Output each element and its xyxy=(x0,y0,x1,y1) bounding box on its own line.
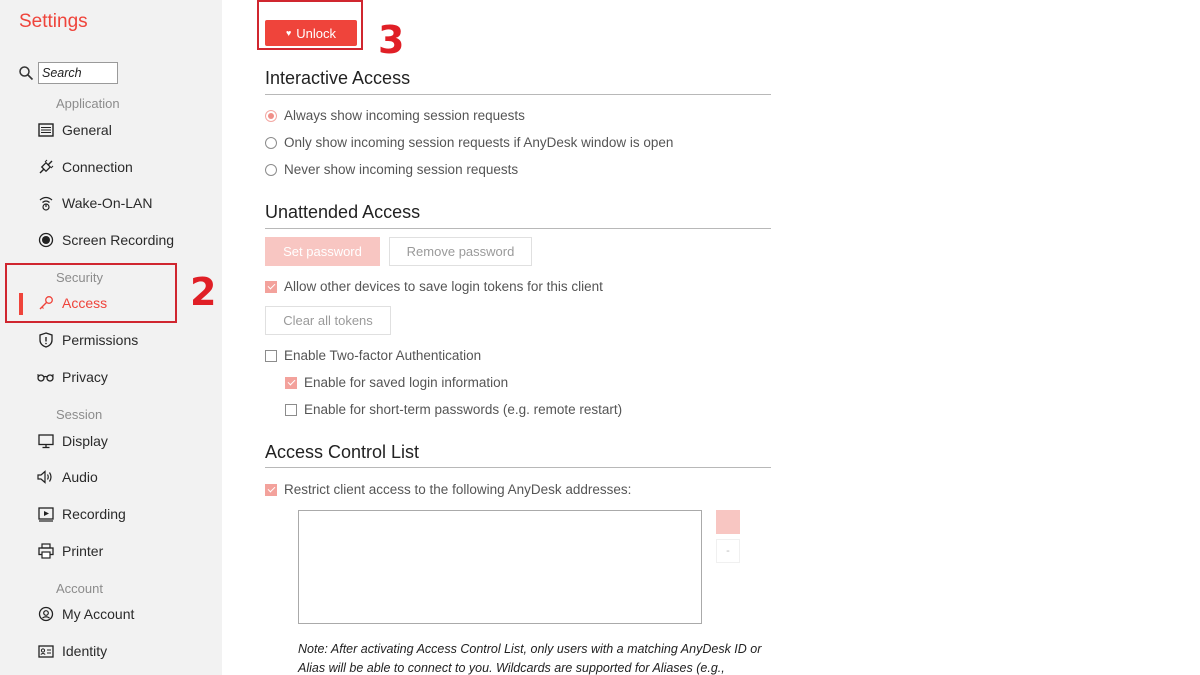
sidebar-item-privacy[interactable] xyxy=(0,362,222,392)
checkbox[interactable] xyxy=(285,404,297,416)
remove-password-button[interactable]: Remove password xyxy=(389,237,532,266)
sidebar-item-label: Access xyxy=(62,295,108,311)
search-icon xyxy=(18,65,34,81)
sidebar-item-wake-on-lan[interactable] xyxy=(0,188,222,218)
allow-tokens-checkbox-row[interactable] xyxy=(265,279,603,294)
settings-sidebar xyxy=(0,0,222,675)
acl-remove-button[interactable]: - xyxy=(716,539,740,563)
sidebar-item-identity[interactable] xyxy=(0,636,222,666)
unlock-label: Unlock xyxy=(296,25,337,41)
unattended-access-heading: Unattended Access xyxy=(265,202,421,222)
acl-add-button[interactable] xyxy=(716,510,740,534)
sidebar-item-permissions[interactable] xyxy=(0,325,222,355)
radio-label: Only show incoming session requests if AnyDesk window is open xyxy=(284,135,674,150)
radio-always-show[interactable] xyxy=(265,108,525,123)
checkbox-label: Allow other devices to save login tokens for this client xyxy=(284,279,603,294)
app-title: Settings xyxy=(19,11,88,32)
id-card-icon xyxy=(37,643,54,660)
sidebar-item-printer[interactable] xyxy=(0,536,222,566)
sidebar-item-label: General xyxy=(62,122,112,138)
sidebar-item-label: Permissions xyxy=(62,332,139,348)
annotation-step-3: 3 xyxy=(378,18,405,62)
checkbox-label: Enable for short-term passwords (e.g. remote restart) xyxy=(304,402,623,417)
radio-button[interactable] xyxy=(265,164,277,176)
checkbox-label: Enable for saved login information xyxy=(304,375,509,390)
checkbox-label: Restrict client access to the following AnyDesk addresses: xyxy=(284,482,632,497)
plug-icon xyxy=(37,159,54,176)
checkbox[interactable] xyxy=(265,484,277,496)
sidebar-item-connection[interactable] xyxy=(0,152,222,182)
radio-never-show[interactable] xyxy=(265,162,518,177)
search-row xyxy=(18,62,118,84)
interactive-access-heading: Interactive Access xyxy=(265,68,411,88)
sidebar-item-label: Printer xyxy=(62,543,104,559)
section-label-security: Security xyxy=(56,270,103,285)
checkbox[interactable] xyxy=(285,377,297,389)
section-divider xyxy=(265,94,771,95)
annotation-box-access xyxy=(5,263,177,323)
wifi-power-icon xyxy=(37,195,54,212)
sidebar-item-audio[interactable] xyxy=(0,462,222,492)
shield-icon: ♥ xyxy=(285,28,292,38)
account-circle-icon xyxy=(37,606,54,623)
radio-label: Always show incoming session requests xyxy=(284,108,525,123)
shield-icon xyxy=(37,332,54,349)
printer-icon xyxy=(37,543,54,560)
section-divider xyxy=(265,467,771,468)
sidebar-item-label: Screen Recording xyxy=(62,232,175,248)
annotation-step-2: 2 xyxy=(190,270,217,314)
restrict-access-checkbox-row[interactable] xyxy=(265,482,631,497)
checkbox-label: Enable Two-factor Authentication xyxy=(284,348,482,363)
radio-button[interactable] xyxy=(265,137,277,149)
general-icon xyxy=(37,122,54,139)
speaker-icon xyxy=(37,469,54,486)
radio-label: Never show incoming session requests xyxy=(284,162,519,177)
sidebar-item-screen-recording[interactable] xyxy=(0,225,222,255)
sidebar-item-my-account[interactable] xyxy=(0,599,222,629)
glasses-icon xyxy=(37,369,54,386)
checkbox[interactable] xyxy=(265,281,277,293)
sidebar-item-label: Audio xyxy=(62,469,98,485)
checkbox[interactable] xyxy=(265,350,277,362)
short-term-checkbox-row[interactable] xyxy=(285,402,622,417)
section-label-application: Application xyxy=(56,96,120,111)
set-password-button[interactable]: Set password xyxy=(265,237,380,266)
section-label-account: Account xyxy=(56,581,103,596)
sidebar-item-label: Privacy xyxy=(62,369,108,385)
clear-tokens-button[interactable]: Clear all tokens xyxy=(265,306,391,335)
unlock-button[interactable] xyxy=(265,20,357,46)
sidebar-item-label: Identity xyxy=(62,643,108,659)
sidebar-item-label: Wake-On-LAN xyxy=(62,195,153,211)
sidebar-item-display[interactable] xyxy=(0,426,222,456)
two-factor-checkbox-row[interactable] xyxy=(265,348,481,363)
radio-button[interactable] xyxy=(265,110,277,122)
sidebar-item-general[interactable] xyxy=(0,115,222,145)
section-label-session: Session xyxy=(56,407,103,422)
sidebar-item-label: Display xyxy=(62,433,108,449)
acl-note: Note: After activating Access Control List, only users with a matching AnyDesk ID or Alias will be able to connect to you. Wildcards are supported for Aliases (e.g., xyxy=(298,642,762,675)
monitor-icon xyxy=(37,433,54,450)
section-divider xyxy=(265,228,771,229)
sidebar-item-label: My Account xyxy=(62,606,135,622)
acl-address-list[interactable] xyxy=(298,510,702,624)
record-icon xyxy=(37,232,54,249)
saved-login-checkbox-row[interactable] xyxy=(285,375,508,390)
sidebar-item-recording[interactable] xyxy=(0,499,222,529)
radio-only-show-if-open[interactable] xyxy=(265,135,673,150)
sidebar-item-label: Recording xyxy=(62,506,126,522)
acl-heading: Access Control List xyxy=(265,442,420,462)
search-input[interactable] xyxy=(38,62,118,84)
video-play-icon xyxy=(37,506,54,523)
sidebar-item-label: Connection xyxy=(62,159,133,175)
